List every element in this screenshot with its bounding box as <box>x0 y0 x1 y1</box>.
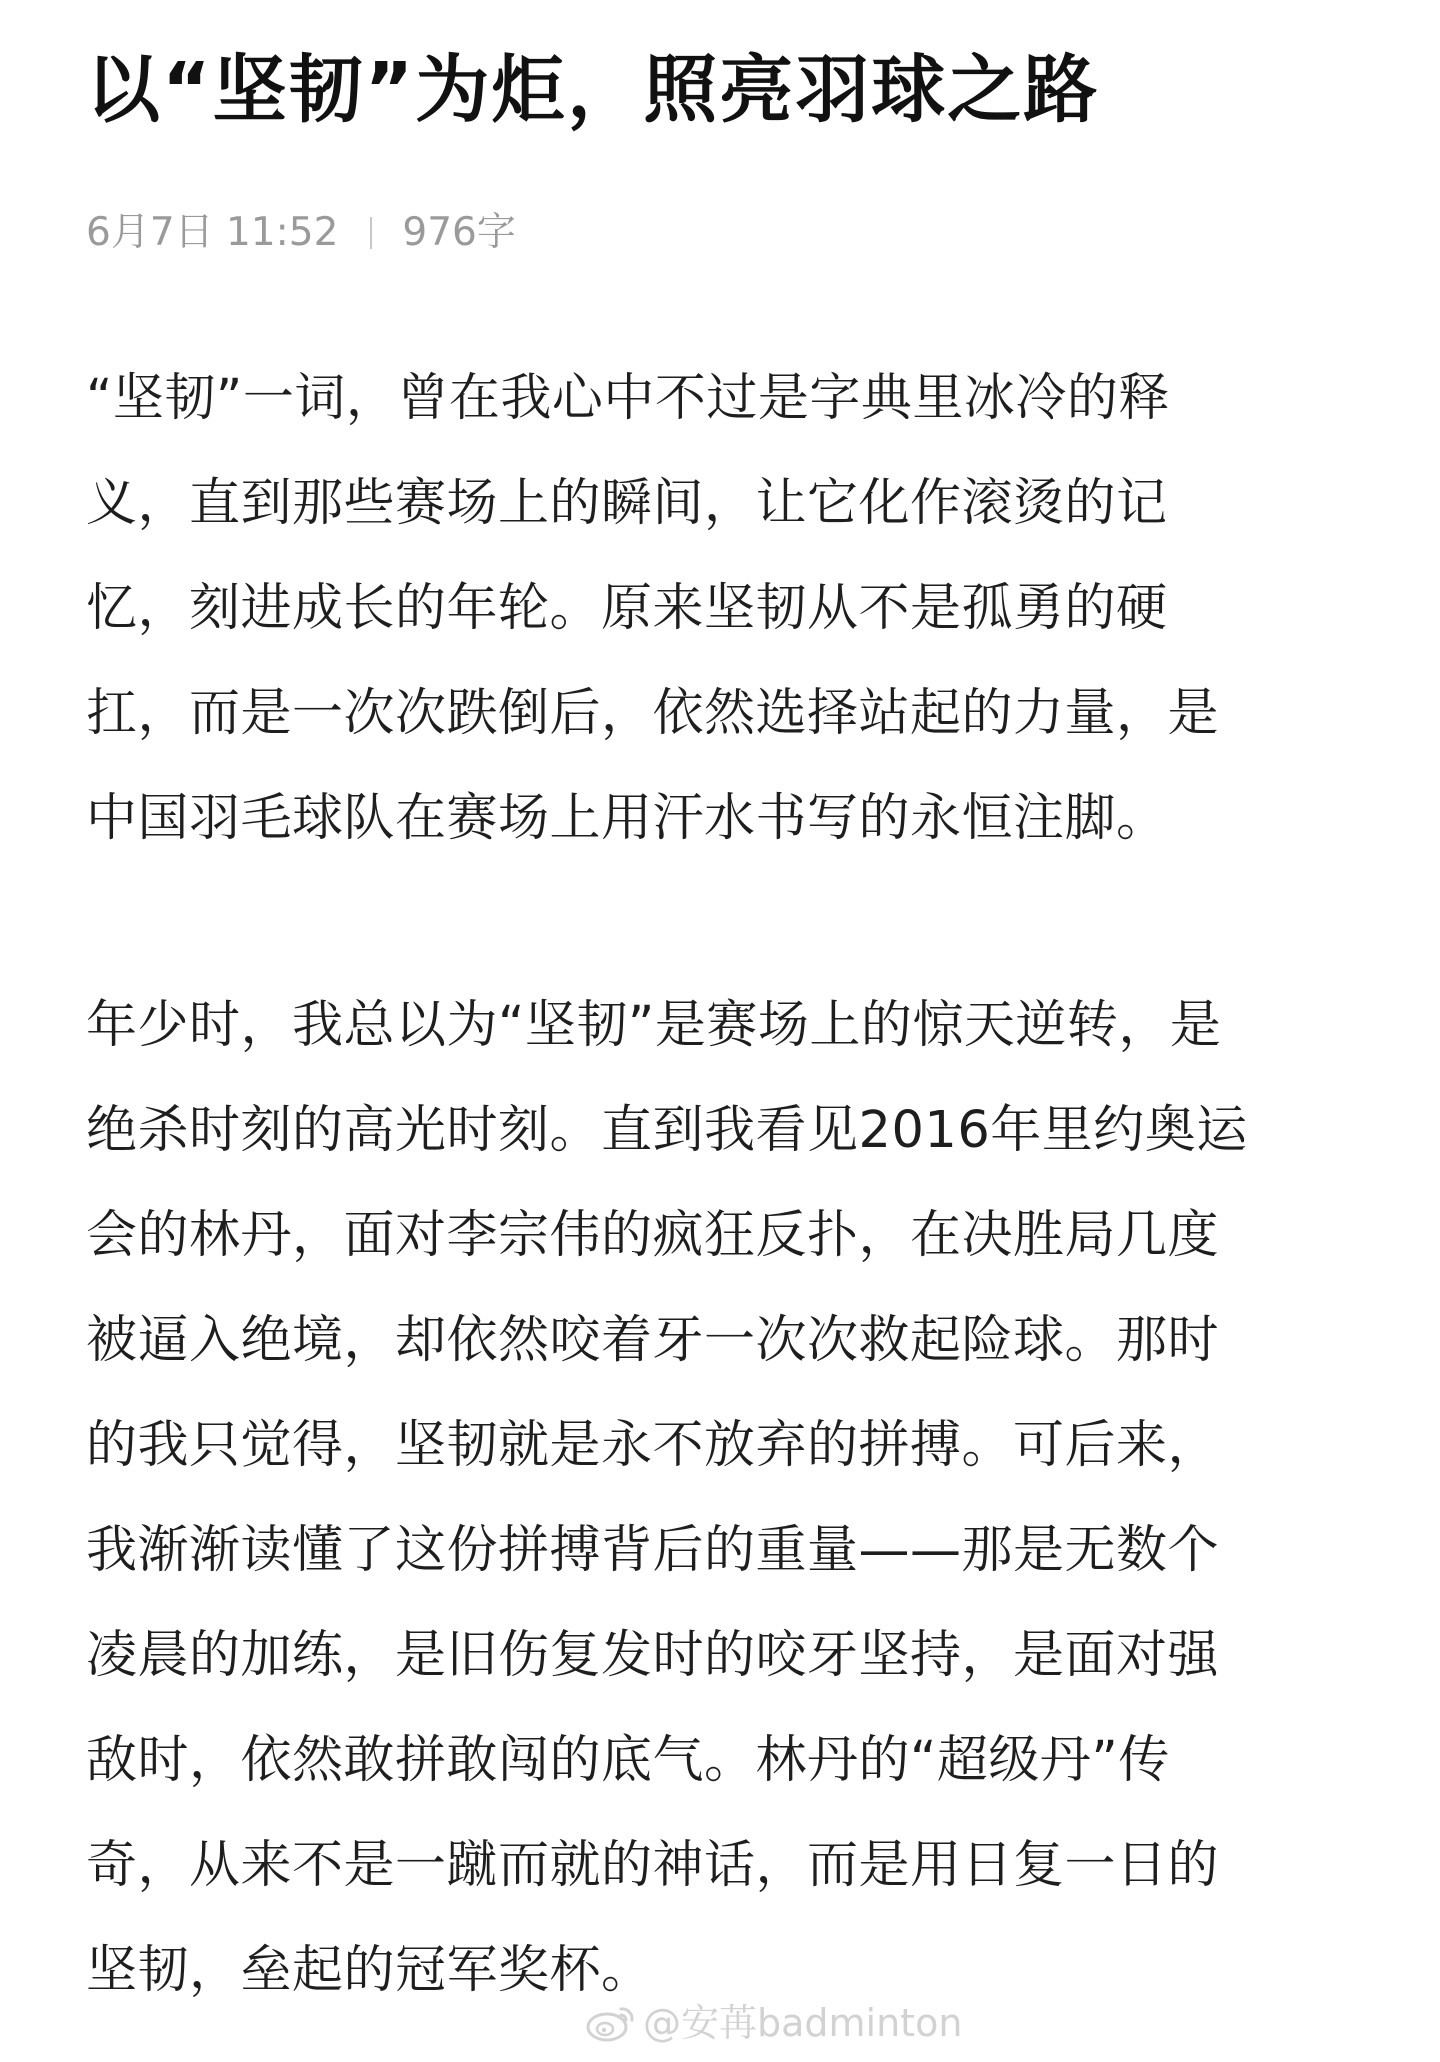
watermark-text: @安苒badminton <box>643 2001 963 2045</box>
article-title: 以“坚韧”为炬，照亮羽球之路 <box>86 47 1100 133</box>
weibo-icon <box>585 2003 637 2043</box>
word-count: 976字 <box>402 210 516 255</box>
publish-datetime: 6月7日 11:52 <box>86 210 339 255</box>
paragraph: “坚韧”一词，曾在我心中不过是字典里冰冷的释 义，直到那些赛场上的瞬间，让它化作滚烫的记 忆，刻进成长的年轮。原来坚韧从不是孤勇的硬 扛，而是一次次跌倒后，依然选择站起的力量，是 中国羽毛球队在赛场上用汗水书写的永恒注脚。 <box>86 369 1220 848</box>
paragraph: 年少时，我总以为“坚韧”是赛场上的惊天逆转，是 绝杀时刻的高光时刻。直到我看见2016年里约奥运 会的林丹，面对李宗伟的疯狂反扑，在决胜局几度 被逼入绝境，却依然咬着牙一次次救起险球。那时 的我只觉得，坚韧就是永不放弃的拼搏。可后来， 我渐渐读懂了这份拼搏背后的重量——那是无数个 凌晨的加练，是旧伤复发时的咬牙坚持，是面对强 敌时，依然敢拼敢闯的底气。林丹的“超级丹”传 奇，从来不是一蹴而就的神话，而是用日复一日的 坚韧，垒起的冠军奖杯。 <box>86 996 1248 2000</box>
article-body <box>86 346 1346 2023</box>
meta-divider <box>370 217 372 249</box>
watermark <box>585 1998 962 2048</box>
article-meta <box>86 205 516 261</box>
